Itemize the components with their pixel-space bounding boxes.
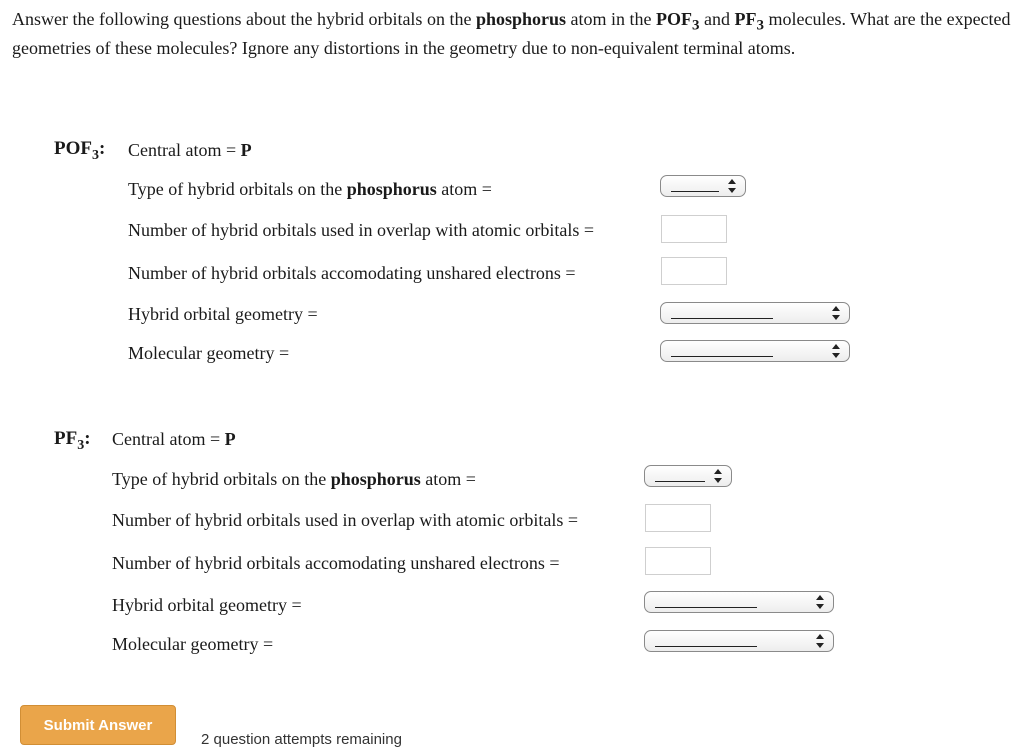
pof3-unshared-label: Number of hybrid orbitals accomodating unshared electrons = [128,263,576,283]
updown-arrow-icon [727,178,737,194]
pof3-hybrid-geometry-select[interactable] [660,302,850,324]
attempts-remaining: 2 question attempts remaining [201,731,402,748]
question-prompt: Answer the following questions about the hybrid orbitals on the phosphorus atom in the $POF_3$ and $PF_3$ molecules. What are the expected geometries of these molecules? Ignore any distortions in the geometry due to non-equivalent terminal atoms. [12,9,1011,58]
updown-arrow-icon [831,305,841,321]
submit-answer-button[interactable]: Submit Answer [20,705,176,745]
updown-arrow-icon [815,633,825,649]
pof3-hybrid-type-select[interactable] [660,175,746,197]
pof3-central-atom: Central atom = P [128,140,252,160]
updown-arrow-icon [713,468,723,484]
pf3-overlap-label: Number of hybrid orbitals used in overlap with atomic orbitals = [112,510,579,530]
pf3-molecular-geometry-label: Molecular geometry = [112,634,274,654]
select-blank [671,356,773,357]
pf3-hybrid-type-select[interactable] [644,465,732,487]
pf3-hybrid-geometry-label: Hybrid orbital geometry = [112,595,302,615]
pof3-unshared-input[interactable] [661,257,727,285]
select-blank [671,318,773,319]
pf3-unshared-label: Number of hybrid orbitals accomodating unshared electrons = [112,553,560,573]
pf3-hybrid-type-label: Type of hybrid orbitals on the phosphorus atom = [112,469,476,489]
pf3-molecular-geometry-select[interactable] [644,630,834,652]
select-blank [655,646,757,647]
pof3-molecular-geometry-label: Molecular geometry = [128,343,290,363]
pof3-overlap-input[interactable] [661,215,727,243]
select-blank [655,607,757,608]
pf3-overlap-input[interactable] [645,504,711,532]
pf3-label: $PF_3$: [54,428,91,453]
pf3-unshared-input[interactable] [645,547,711,575]
select-blank [671,191,719,192]
molecule-pof3: $POF_3$ [655,9,700,34]
molecule-pf3: $PF_3$ [734,9,764,34]
pof3-hybrid-geometry-label: Hybrid orbital geometry = [128,304,318,324]
updown-arrow-icon [831,343,841,359]
pf3-central-atom: Central atom = P [112,429,236,449]
pof3-overlap-label: Number of hybrid orbitals used in overlap with atomic orbitals = [128,220,595,240]
pof3-hybrid-type-label: Type of hybrid orbitals on the phosphorus atom = [128,179,492,199]
pof3-molecular-geometry-select[interactable] [660,340,850,362]
select-blank [655,481,705,482]
pf3-hybrid-geometry-select[interactable] [644,591,834,613]
bold-phosphorus: phosphorus [475,9,566,29]
pof3-label: $POF_3$: [54,138,106,163]
updown-arrow-icon [815,594,825,610]
